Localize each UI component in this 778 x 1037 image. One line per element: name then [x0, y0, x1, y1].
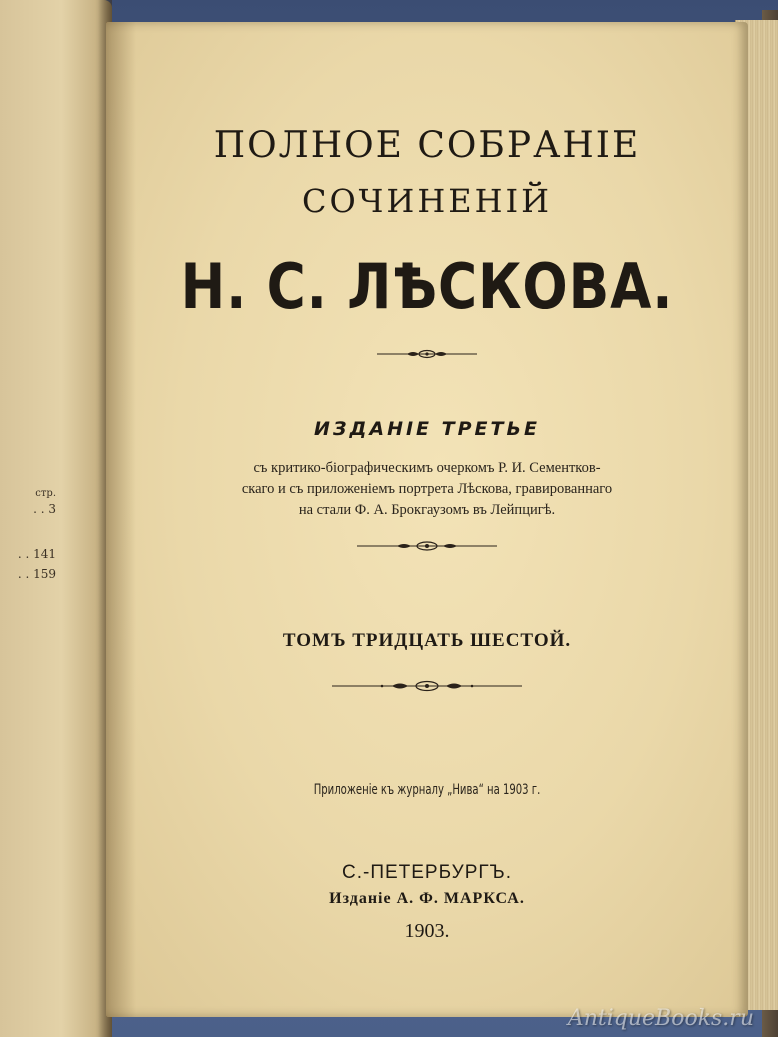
publisher: Изданіе А. Ф. МАРКСА.	[329, 890, 525, 907]
toc-entry: . . 141	[17, 547, 56, 561]
note-line: скаго и съ приложеніемъ портрета Лѣскова, гравированнаго	[241, 481, 613, 497]
title-page	[106, 22, 748, 1017]
publication-year: 1903.	[404, 920, 450, 942]
title-line-1: ПОЛНОЕ СОБРАНІЕ	[213, 125, 641, 166]
edition-note	[106, 458, 748, 521]
title-line-2: СОЧИНЕНІЙ	[301, 182, 553, 220]
supplement-note: Приложеніе къ журналу „Нива“ на 1903 г.	[313, 782, 541, 798]
watermark: AntiqueBooks.ru	[567, 1006, 754, 1031]
volume-heading: ТОМЪ ТРИДЦАТЬ ШЕСТОЙ.	[282, 630, 572, 651]
left-page	[0, 0, 112, 1037]
author-name: Н. С. ЛѢСКОВА.	[180, 250, 674, 323]
ornament-divider-3	[332, 680, 522, 692]
note-line: на стали Ф. А. Брокгаузомъ въ Лейпцигѣ.	[298, 502, 556, 518]
toc-entry: . . 3	[33, 502, 56, 516]
toc-page-header: стр.	[35, 488, 56, 499]
edition-heading: ИЗДАНІЕ ТРЕТЬЕ	[314, 418, 540, 440]
ornament-divider-1	[377, 348, 477, 360]
ornament-divider-2	[357, 540, 497, 552]
note-line: съ критико-біографическимъ очеркомъ Р. И. Сементков-	[253, 460, 601, 476]
toc-entry: . . 159	[17, 567, 56, 581]
publication-city: С.-ПЕТЕРБУРГЪ.	[342, 862, 512, 883]
